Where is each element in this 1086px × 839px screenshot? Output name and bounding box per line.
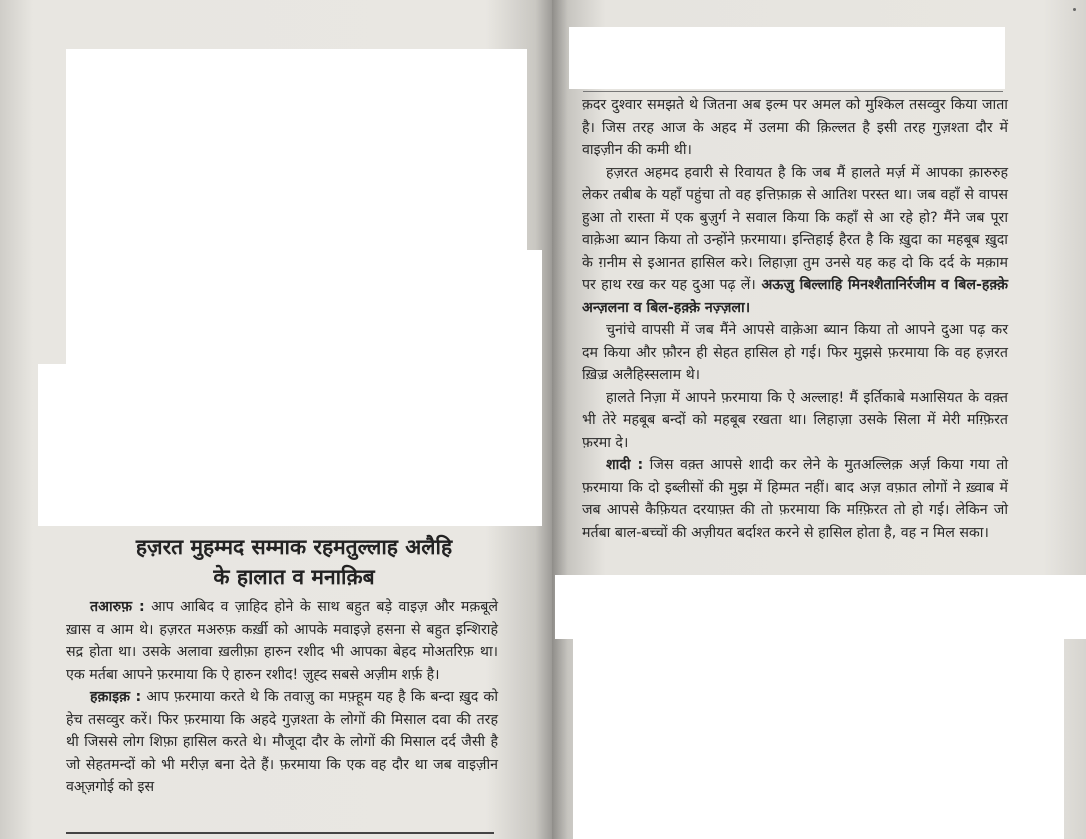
paragraph-text: आप फ़रमाया करते थे कि तवाज़ु का मफ़्हूम यह है कि बन्दा ख़ुद को हेच तसव्वुर करें। फिर फ़रमाया कि अहदे गुज़श्ता के लोगों की मिसाल दवा की तरह थी जिससे लोग शिफ़ा हासिल करते थे। मौजूदा दौर के लोगों की मिसाल दर्द जैसी है जो सेहतमन्दों को भी मरीज़ बना देते हैं। फ़रमाया कि एक वह दौर था जब वाइज़ीन वअ्ज़गोई को इस <box>66 689 498 795</box>
redacted-block <box>573 639 1064 839</box>
redacted-block <box>569 27 1005 89</box>
paragraph-text: हज़रत अहमद हवारी से रिवायत है कि जब मैं हालते मर्ज़ में आपका क़ारुरुह लेकर तबीब के यहाँ पहुंचा तो वह इत्तिफ़ाक़ से आतिश परस्त था। जब वहाँ से वापस हुआ तो रास्ता में एक बुज़ुर्ग ने सवाल किया कि कहाँ से आ रहे हो? मैंने जब पूरा वाक़ेआ ब्यान किया तो उन्होंने फ़रमाया। इन्तिहाई हैरत है कि ख़ुदा का महबूब ख़ुदा के ग़नीम से इआनत हासिल करे। लिहाज़ा तुम उनसे यह कह दो कि दर्द के मक़ाम पर हाथ रख कर यह दुआ पढ़ लें। <box>582 164 1008 293</box>
page-speck <box>1073 8 1076 11</box>
section-lead-taaruf: तआरुफ़ : <box>90 599 145 615</box>
right-body-text <box>582 94 1008 544</box>
section-lead-shaadi: शादी : <box>606 457 644 473</box>
paragraph-marriage <box>582 454 1008 544</box>
header-rule <box>583 91 1003 92</box>
redacted-block <box>555 575 1086 639</box>
paragraph-text: आप आबिद व ज़ाहिद होने के साथ बहुत बड़े वाइज़ और मक़बूले ख़ास व आम थे। हज़रत मअरुफ़ कर्ख़ी को आपके मवाइज़े हसना से बहुत इन्शिराहे सद्र होता था। उसके अलावा ख़लीफ़ा हारुन रशीद भी आपका बेहद मोअतरिफ़ था। एक मर्तबा आपने फ़रमाया कि ऐ हारुन रशीद! ज़ुह्द सबसे अज़ीम शर्फ़ है। <box>66 599 499 683</box>
paragraph-text: जिस वक़्त आपसे शादी कर लेने के मुतअल्लिक़ अर्ज़ किया गया तो फ़रमाया कि दो इब्लीसों की मुझ में हिम्मत नहीं। बाद अज़ वफ़ात लोगों ने ख़्वाब में जब आपसे कैफ़ियत दरयाफ़्त की तो फ़रमाया कि मग़्फ़िरत तो हो गई। लेकिन जो मर्तबा बाल-बच्चों की अज़ीयत बर्दाश्त करने से हासिल होता है, वह न मिल सका। <box>582 457 1008 541</box>
heading-line-2: के हालात व मनाक़िब <box>213 565 375 589</box>
footer-rule <box>66 832 494 834</box>
section-lead-haqaiq: हक़ाइक़ : <box>90 689 142 705</box>
paragraph-last-moments: हालते निज़ा में आपने फ़रमाया कि ऐ अल्लाह! मैं इर्तिकाबे मआसियत के वक़्त भी तेरे महबूब बन्दों को महबूब रखता था। लिहाज़ा उसके सिला में मेरी मग़्फ़िरत फ़रमा दे। <box>582 389 1008 451</box>
left-body-text <box>66 596 498 799</box>
chapter-heading <box>66 532 522 592</box>
paragraph-return: चुनांचे वापसी में जब मैंने आपसे वाक़ेआ ब्यान किया तो आपने दुआ पढ़ कर दम किया और फ़ौरन ही सेहत हासिल हो गई। फिर मुझसे फ़रमाया कि वह हज़रत ख़िज़्र अलैहिस्सलाम थे। <box>582 322 1008 383</box>
paragraph-haqaiq <box>66 686 498 799</box>
redacted-block <box>38 364 542 526</box>
dua-text: अऊज़ु बिल्लाहि मिनश्शैतानिर्रजीम व बिल-हक़्क़े अन्ज़लना व बिल-हक़्क़े नज़्ज़ला। <box>582 277 1008 316</box>
paragraph-continued: क़दर दुश्वार समझते थे जितना अब इल्म पर अमल को मुश्किल तसव्वुर किया जाता है। जिस तरह आज के अहद में उलमा की क़िल्लत है इसी तरह गुज़श्ता दौर में वाइज़ीन की कमी थी। <box>582 97 1008 158</box>
paragraph-narration <box>582 162 1008 320</box>
heading-line-1: हज़रत मुहम्मद सम्माक रहमतुल्लाह अलैहि <box>135 535 453 559</box>
paragraph-introduction <box>66 596 498 686</box>
redacted-block <box>66 49 527 365</box>
redacted-block <box>524 250 542 366</box>
